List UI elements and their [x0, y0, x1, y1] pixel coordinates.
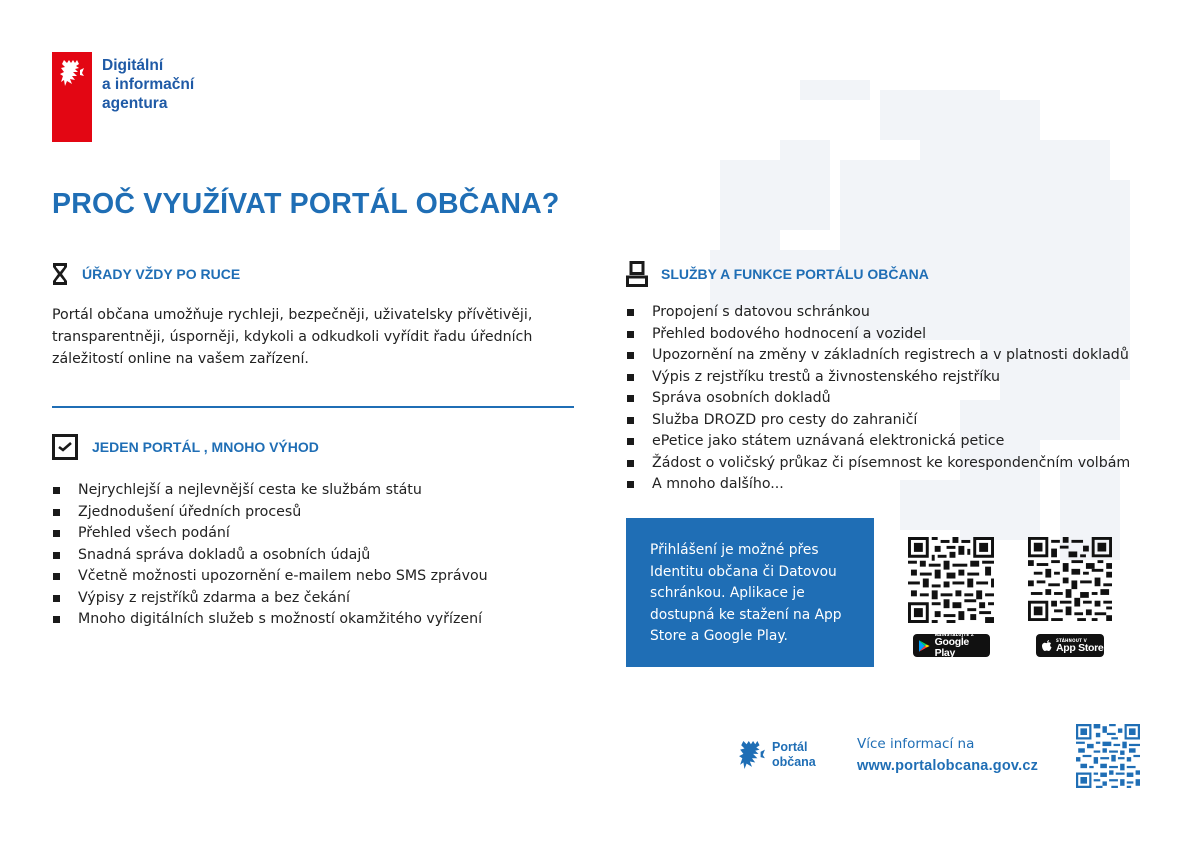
list-item: A mnoho dalšího... [626, 474, 1130, 496]
services-list [626, 302, 1130, 496]
google-play-label: Google Play [934, 636, 969, 659]
list-item: Výpisy z rejstříků zdarma a bez čekání [52, 588, 488, 610]
agency-logo-line3: agentura [102, 95, 168, 112]
portal-logo-line1: Portál [772, 740, 808, 754]
list-item: Propojení s datovou schránkou [626, 302, 1130, 324]
list-item: Nejrychlejší a nejlevnější cesta ke službám státu [52, 480, 488, 502]
section-benefits-heading [52, 434, 319, 460]
hourglass-icon [52, 262, 68, 286]
list-item: Přehled bodového hodnocení a vozidel [626, 324, 1130, 346]
list-item: Mnoho digitálních služeb s možností okamžitého vyřízení [52, 609, 488, 631]
page-title: PROČ VYUŽÍVAT PORTÁL OBČANA? [52, 188, 560, 220]
section-benefits-title: JEDEN PORTÁL , MNOHO VÝHOD [92, 439, 319, 455]
apple-icon [1042, 640, 1052, 652]
section-offices-title: ÚŘADY VŽDY PO RUCE [82, 266, 241, 282]
footer-info [857, 734, 1038, 778]
google-play-icon [919, 640, 930, 652]
app-store-label: App Store [1056, 641, 1104, 654]
czech-lion-icon [738, 738, 766, 772]
section-offices-paragraph: Portál občana umožňuje rychleji, bezpečněji, uživatelsky přívětivěji, transparentněji, úsporněji, kdykoli a odkudkoli vyřídit řadu úředních záležitostí online na vašem zařízení. [52, 307, 533, 367]
google-play-button[interactable] [913, 634, 990, 657]
more-info-label: Více informací na [857, 736, 975, 752]
google-play-qr-code[interactable] [908, 537, 994, 623]
app-store-button[interactable] [1036, 634, 1104, 657]
checkbox-icon [52, 434, 78, 460]
user-icon [626, 261, 648, 287]
section-services-title: SLUŽBY A FUNKCE PORTÁLU OBČANA [661, 266, 929, 282]
portal-url-link[interactable]: www.portalobcana.gov.cz [857, 758, 1039, 774]
portal-logo-line2: občana [772, 755, 816, 769]
list-item: Včetně možnosti upozornění e-mailem nebo SMS zprávou [52, 566, 488, 588]
google-play-small-text: NAINSTALUJTE Z [934, 632, 974, 637]
portal-website-qr-code[interactable] [1076, 724, 1140, 788]
list-item: Upozornění na změny v základních registrech a v platnosti dokladů [626, 345, 1130, 367]
benefits-list [52, 480, 488, 631]
list-item: Přehled všech podání [52, 523, 488, 545]
list-item: Snadná správa dokladů a osobních údajů [52, 545, 488, 567]
portal-obcana-logo [738, 738, 816, 772]
list-item: Služba DROZD pro cesty do zahraničí [626, 410, 1130, 432]
app-store-qr-code[interactable] [1028, 537, 1112, 621]
list-item: ePetice jako státem uznávaná elektronická petice [626, 431, 1130, 453]
section-offices-heading [52, 262, 240, 286]
czech-lion-icon [59, 58, 85, 88]
section-services-heading [626, 261, 929, 287]
list-item: Správa osobních dokladů [626, 388, 1130, 410]
agency-logo-text [102, 56, 194, 113]
app-store-small-text: STÁHNOUT V [1056, 637, 1087, 643]
login-info-box [626, 518, 874, 667]
list-item: Zjednodušení úředních procesů [52, 502, 488, 524]
agency-logo [52, 52, 194, 142]
list-item: Výpis z rejstříku trestů a živnostenského rejstříku [626, 367, 1130, 389]
list-item: Žádost o voličský průkaz či písemnost ke korespondenčním volbám [626, 453, 1130, 475]
agency-logo-emblem [52, 52, 92, 142]
agency-logo-line1: Digitální [102, 57, 164, 74]
agency-logo-line2: a informační [102, 76, 195, 93]
section-divider [52, 406, 574, 408]
login-info-text: Přihlášení je možné přes Identitu občana či Datovou schránkou. Aplikace je dostupná ke stažení na App Store a Google Play. [650, 542, 842, 644]
